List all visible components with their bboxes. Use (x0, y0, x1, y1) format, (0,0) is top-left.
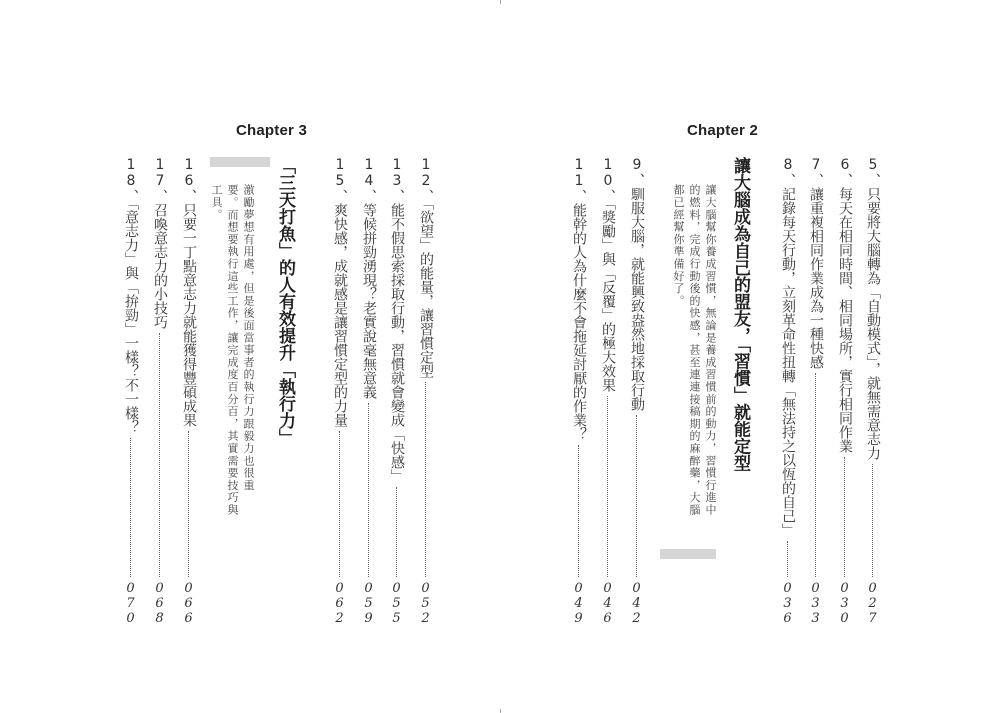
crop-mark-top (500, 0, 501, 4)
entry-title: 「獎勵」與「反覆」的極大效果 (600, 203, 616, 392)
entry-page-number: 068 (152, 581, 167, 626)
chapter-label: Chapter 2 (687, 122, 758, 139)
entry-separator: 、 (361, 189, 377, 203)
description-line: 都已經幫你準備好了。 (672, 184, 685, 307)
section-bar (660, 549, 716, 559)
entry-title: 記錄每天行動，立刻革命性扭轉「無法持之以恆的自己」 (780, 187, 796, 537)
entry-page-number: 030 (837, 581, 852, 626)
entry-page-number: 042 (629, 581, 644, 626)
entry-page-number: 055 (389, 581, 404, 626)
entry-page-number: 033 (808, 581, 823, 626)
entry-page-number: 036 (780, 581, 795, 626)
entry-page-number: 062 (332, 581, 347, 626)
entry-separator: 、 (600, 189, 616, 203)
entry-title: 「意志力」與「拚勁」一樣？不一樣？ (123, 203, 139, 434)
entry-title: 「欲望」的能量，讓習慣定型 (418, 203, 434, 378)
section-bar (210, 157, 270, 167)
toc-entry[interactable] (809, 157, 823, 369)
dot-leader (815, 373, 816, 577)
toc-entry[interactable] (419, 157, 433, 378)
entry-title: 只要將大腦轉為「自動模式」，就無需意志力 (865, 187, 881, 460)
entry-separator: 、 (418, 189, 434, 203)
entry-separator: 、 (152, 189, 168, 203)
toc-entry[interactable] (838, 157, 852, 453)
description-line: 要。而想要執行這些工作，讓完成度百分百，其實需要技巧與 (226, 184, 239, 517)
entry-page-number: 046 (600, 581, 615, 626)
entry-number: 18 (123, 157, 139, 189)
entry-title: 等候拼勁湧現？老實說毫無意義 (361, 203, 377, 399)
dot-leader (636, 415, 637, 577)
dot-leader (188, 431, 189, 577)
part-description (666, 184, 718, 516)
entry-page-number: 059 (361, 581, 376, 626)
dot-leader (368, 403, 369, 577)
entry-page-number: 052 (418, 581, 433, 626)
entry-number: 11 (571, 157, 587, 189)
dot-leader (872, 464, 873, 577)
entry-separator: 、 (332, 189, 348, 203)
entry-separator: 、 (389, 189, 405, 203)
toc-entry[interactable] (390, 157, 404, 483)
part-title: 讓大腦成為自己的盟友，「習慣」就能定型 (730, 157, 750, 472)
toc-entry[interactable] (572, 157, 586, 441)
toc-entry[interactable] (153, 157, 167, 329)
entry-separator: 、 (865, 173, 881, 187)
entry-page-number: 049 (571, 581, 586, 626)
description-line: 的燃料，完成行動後的快感，甚至連連接稿期的麻醉藥，大腦 (688, 184, 701, 517)
dot-leader (425, 382, 426, 577)
entry-page-number: 027 (865, 581, 880, 626)
entry-number: 17 (152, 157, 168, 189)
part-description (204, 184, 256, 516)
entry-title: 讓重複相同作業成為一種快感 (808, 187, 824, 369)
entry-separator: 、 (808, 173, 824, 187)
toc-entry[interactable] (630, 157, 644, 411)
dot-leader (607, 396, 608, 577)
dot-leader (159, 333, 160, 577)
entry-title: 能幹的人為什麼不會拖延討厭的作業？ (571, 203, 587, 441)
entry-title: 只要一丁點意志力就能獲得豐碩成果 (181, 203, 197, 427)
toc-entry[interactable] (124, 157, 138, 434)
entry-number: 10 (600, 157, 616, 189)
entry-separator: 、 (780, 173, 796, 187)
entry-number: 7 (808, 157, 824, 173)
toc-entry[interactable] (866, 157, 880, 460)
entry-number: 5 (865, 157, 881, 173)
entry-title: 馴服大腦，就能興致盎然地採取行動 (629, 187, 645, 411)
entry-title: 每天在相同時間、相同場所，實行相同作業 (837, 187, 853, 453)
entry-number: 12 (418, 157, 434, 189)
entry-page-number: 070 (123, 581, 138, 626)
entry-title: 爽快感，成就感是讓習慣定型的力量 (332, 203, 348, 427)
description-line: 激勵夢想有用處，但是後面當事者的執行力跟毅力也很重 (242, 184, 255, 492)
entry-page-number: 066 (181, 581, 196, 626)
description-line: 工具。 (210, 184, 223, 221)
entry-number: 16 (181, 157, 197, 189)
entry-separator: 、 (629, 173, 645, 187)
dot-leader (844, 457, 845, 577)
toc-entry[interactable] (333, 157, 347, 427)
dot-leader (578, 445, 579, 577)
chapter-label: Chapter 3 (236, 122, 307, 139)
entry-number: 8 (780, 157, 796, 173)
entry-number: 9 (629, 157, 645, 173)
entry-separator: 、 (123, 189, 139, 203)
toc-entry[interactable] (182, 157, 196, 427)
crop-mark-bottom (500, 709, 501, 713)
entry-separator: 、 (837, 173, 853, 187)
entry-title: 能不假思索採取行動，習慣就會變成「快感」 (389, 203, 405, 483)
entry-number: 14 (361, 157, 377, 189)
entry-number: 13 (389, 157, 405, 189)
toc-entry[interactable] (781, 157, 795, 537)
dot-leader (130, 438, 131, 577)
entry-separator: 、 (571, 189, 587, 203)
entry-title: 召喚意志力的小技巧 (152, 203, 168, 329)
dot-leader (787, 541, 788, 577)
dot-leader (339, 431, 340, 577)
entry-number: 6 (837, 157, 853, 173)
description-line: 讓大腦幫你養成習慣，無論是養成習慣前的動力，習慣行進中 (704, 184, 717, 517)
entry-separator: 、 (181, 189, 197, 203)
dot-leader (396, 487, 397, 577)
entry-number: 15 (332, 157, 348, 189)
toc-entry[interactable] (601, 157, 615, 392)
toc-entry[interactable] (362, 157, 376, 399)
part-title: 「三天打魚」的人有效提升「執行力」 (275, 157, 295, 446)
